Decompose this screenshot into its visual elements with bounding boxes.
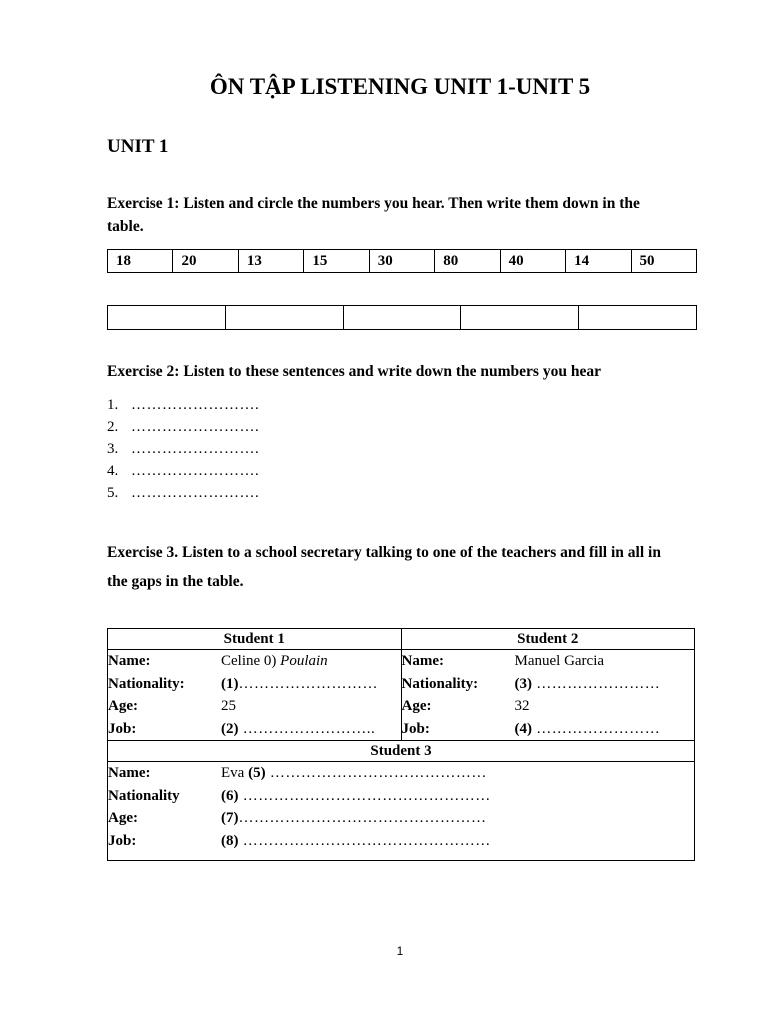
nationality-label: Nationality (108, 787, 180, 804)
student1-details (108, 650, 402, 741)
student3-age-blank[interactable] (221, 807, 487, 830)
exercise3-instruction-line1: Exercise 3. Listen to a school secretary talking to one of the teachers and fill in all in (107, 544, 661, 561)
student1-job-blank[interactable] (221, 718, 375, 741)
gap-number: (4) (514, 720, 532, 737)
answer-cell[interactable] (108, 306, 226, 330)
student3-name-blank[interactable] (221, 762, 487, 785)
list-item-number: 3. (107, 441, 119, 457)
name-label: Name: (401, 653, 444, 669)
answer-cell[interactable] (343, 306, 461, 330)
name-label: Name: (108, 653, 151, 669)
exercise1-instruction (107, 192, 697, 238)
number-cell[interactable]: 14 (566, 250, 631, 273)
table-row (108, 762, 695, 861)
unit-heading: UNIT 1 (107, 136, 169, 157)
student3-heading: Student 3 (108, 741, 695, 762)
job-label: Job: (401, 720, 430, 737)
number-cell[interactable]: 50 (631, 250, 697, 273)
page-title: ÔN TẬP LISTENING UNIT 1-UNIT 5 (209, 74, 591, 99)
table-row (108, 741, 695, 762)
gap-dots: ………………………………………… (238, 832, 491, 849)
number-cell[interactable]: 40 (500, 250, 565, 273)
name-italic-text: Poulain (280, 653, 328, 669)
student2-nationality-blank[interactable] (515, 673, 661, 696)
list-item[interactable] (107, 438, 259, 460)
table-row (108, 306, 697, 330)
gap-dots: ……………………… (238, 675, 378, 692)
list-item-number: 4. (107, 463, 119, 479)
job-label: Job: (108, 720, 137, 737)
gap-dots: ………………………………………… (238, 810, 487, 826)
exercise1-number-table (107, 249, 697, 273)
student1-heading: Student 1 (108, 629, 402, 650)
table-row (108, 629, 695, 650)
page-number: 1 (396, 944, 404, 958)
number-cell[interactable]: 30 (369, 250, 434, 273)
exercise1-instruction-line1: Exercise 1: Listen and circle the numbers you hear. Then write them down in the (107, 195, 640, 212)
exercise3-instruction (107, 538, 697, 596)
gap-dots: …………………….. (238, 720, 376, 737)
number-cell[interactable]: 20 (173, 250, 238, 273)
exercise1-answer-table (107, 305, 697, 330)
gap-dots: …………………… (532, 720, 661, 737)
nationality-label: Nationality: (401, 675, 479, 692)
number-cell[interactable]: 80 (435, 250, 500, 273)
number-cell[interactable]: 18 (108, 250, 173, 273)
student2-heading: Student 2 (401, 629, 695, 650)
gap-number: (1) (221, 675, 239, 692)
list-item[interactable] (107, 482, 259, 504)
exercise2-answer-list (107, 394, 259, 504)
answer-blank: ……………………. (131, 463, 260, 479)
student3-details (108, 762, 695, 861)
table-row (108, 650, 695, 741)
student2-details (401, 650, 695, 741)
age-label: Age: (401, 698, 432, 714)
student2-name-value: Manuel Garcia (514, 653, 605, 669)
answer-blank: ……………………. (131, 419, 260, 435)
student1-nationality-blank[interactable] (221, 673, 378, 696)
exercise3-instruction-line2: the gaps in the table. (107, 573, 244, 590)
age-label: Age: (108, 698, 138, 714)
number-cell[interactable]: 13 (238, 250, 303, 273)
answer-cell[interactable] (225, 306, 343, 330)
student1-age-value: 25 (221, 698, 236, 714)
answer-cell[interactable] (579, 306, 697, 330)
name-text: Celine 0) (221, 653, 281, 669)
student3-nationality-blank[interactable] (221, 785, 491, 808)
exercise1-instruction-line2: table. (107, 218, 144, 235)
answer-blank: ……………………. (131, 397, 260, 413)
gap-dots: ………………………………………… (238, 787, 491, 804)
gap-dots: …………………………………… (265, 765, 487, 781)
list-item[interactable] (107, 394, 259, 416)
nationality-label: Nationality: (108, 675, 185, 692)
list-item-number: 5. (107, 485, 119, 501)
gap-number: (2) (221, 720, 239, 737)
gap-dots: …………………… (532, 675, 661, 692)
exercise2-instruction: Exercise 2: Listen to these sentences and write down the numbers you hear (107, 363, 601, 380)
name-label: Name: (108, 765, 151, 781)
answer-blank: ……………………. (131, 485, 260, 501)
student-info-table (107, 628, 695, 861)
gap-number: (3) (514, 675, 532, 692)
number-cell[interactable]: 15 (304, 250, 369, 273)
gap-number: (8) (221, 832, 239, 849)
list-item-number: 2. (107, 419, 119, 435)
student1-name-value (221, 650, 328, 673)
age-label: Age: (108, 810, 138, 826)
list-item[interactable] (107, 416, 259, 438)
student2-job-blank[interactable] (515, 718, 661, 741)
list-item-number: 1. (107, 397, 119, 413)
answer-blank: ……………………. (131, 441, 260, 457)
gap-number: (7) (221, 810, 239, 826)
list-item[interactable] (107, 460, 259, 482)
gap-number: (5) (248, 765, 266, 781)
job-label: Job: (108, 832, 137, 849)
answer-cell[interactable] (461, 306, 579, 330)
student3-job-blank[interactable] (221, 830, 491, 853)
student2-age-value: 32 (514, 698, 530, 714)
name-text: Eva (221, 765, 249, 781)
table-row (108, 250, 697, 273)
gap-number: (6) (221, 787, 239, 804)
